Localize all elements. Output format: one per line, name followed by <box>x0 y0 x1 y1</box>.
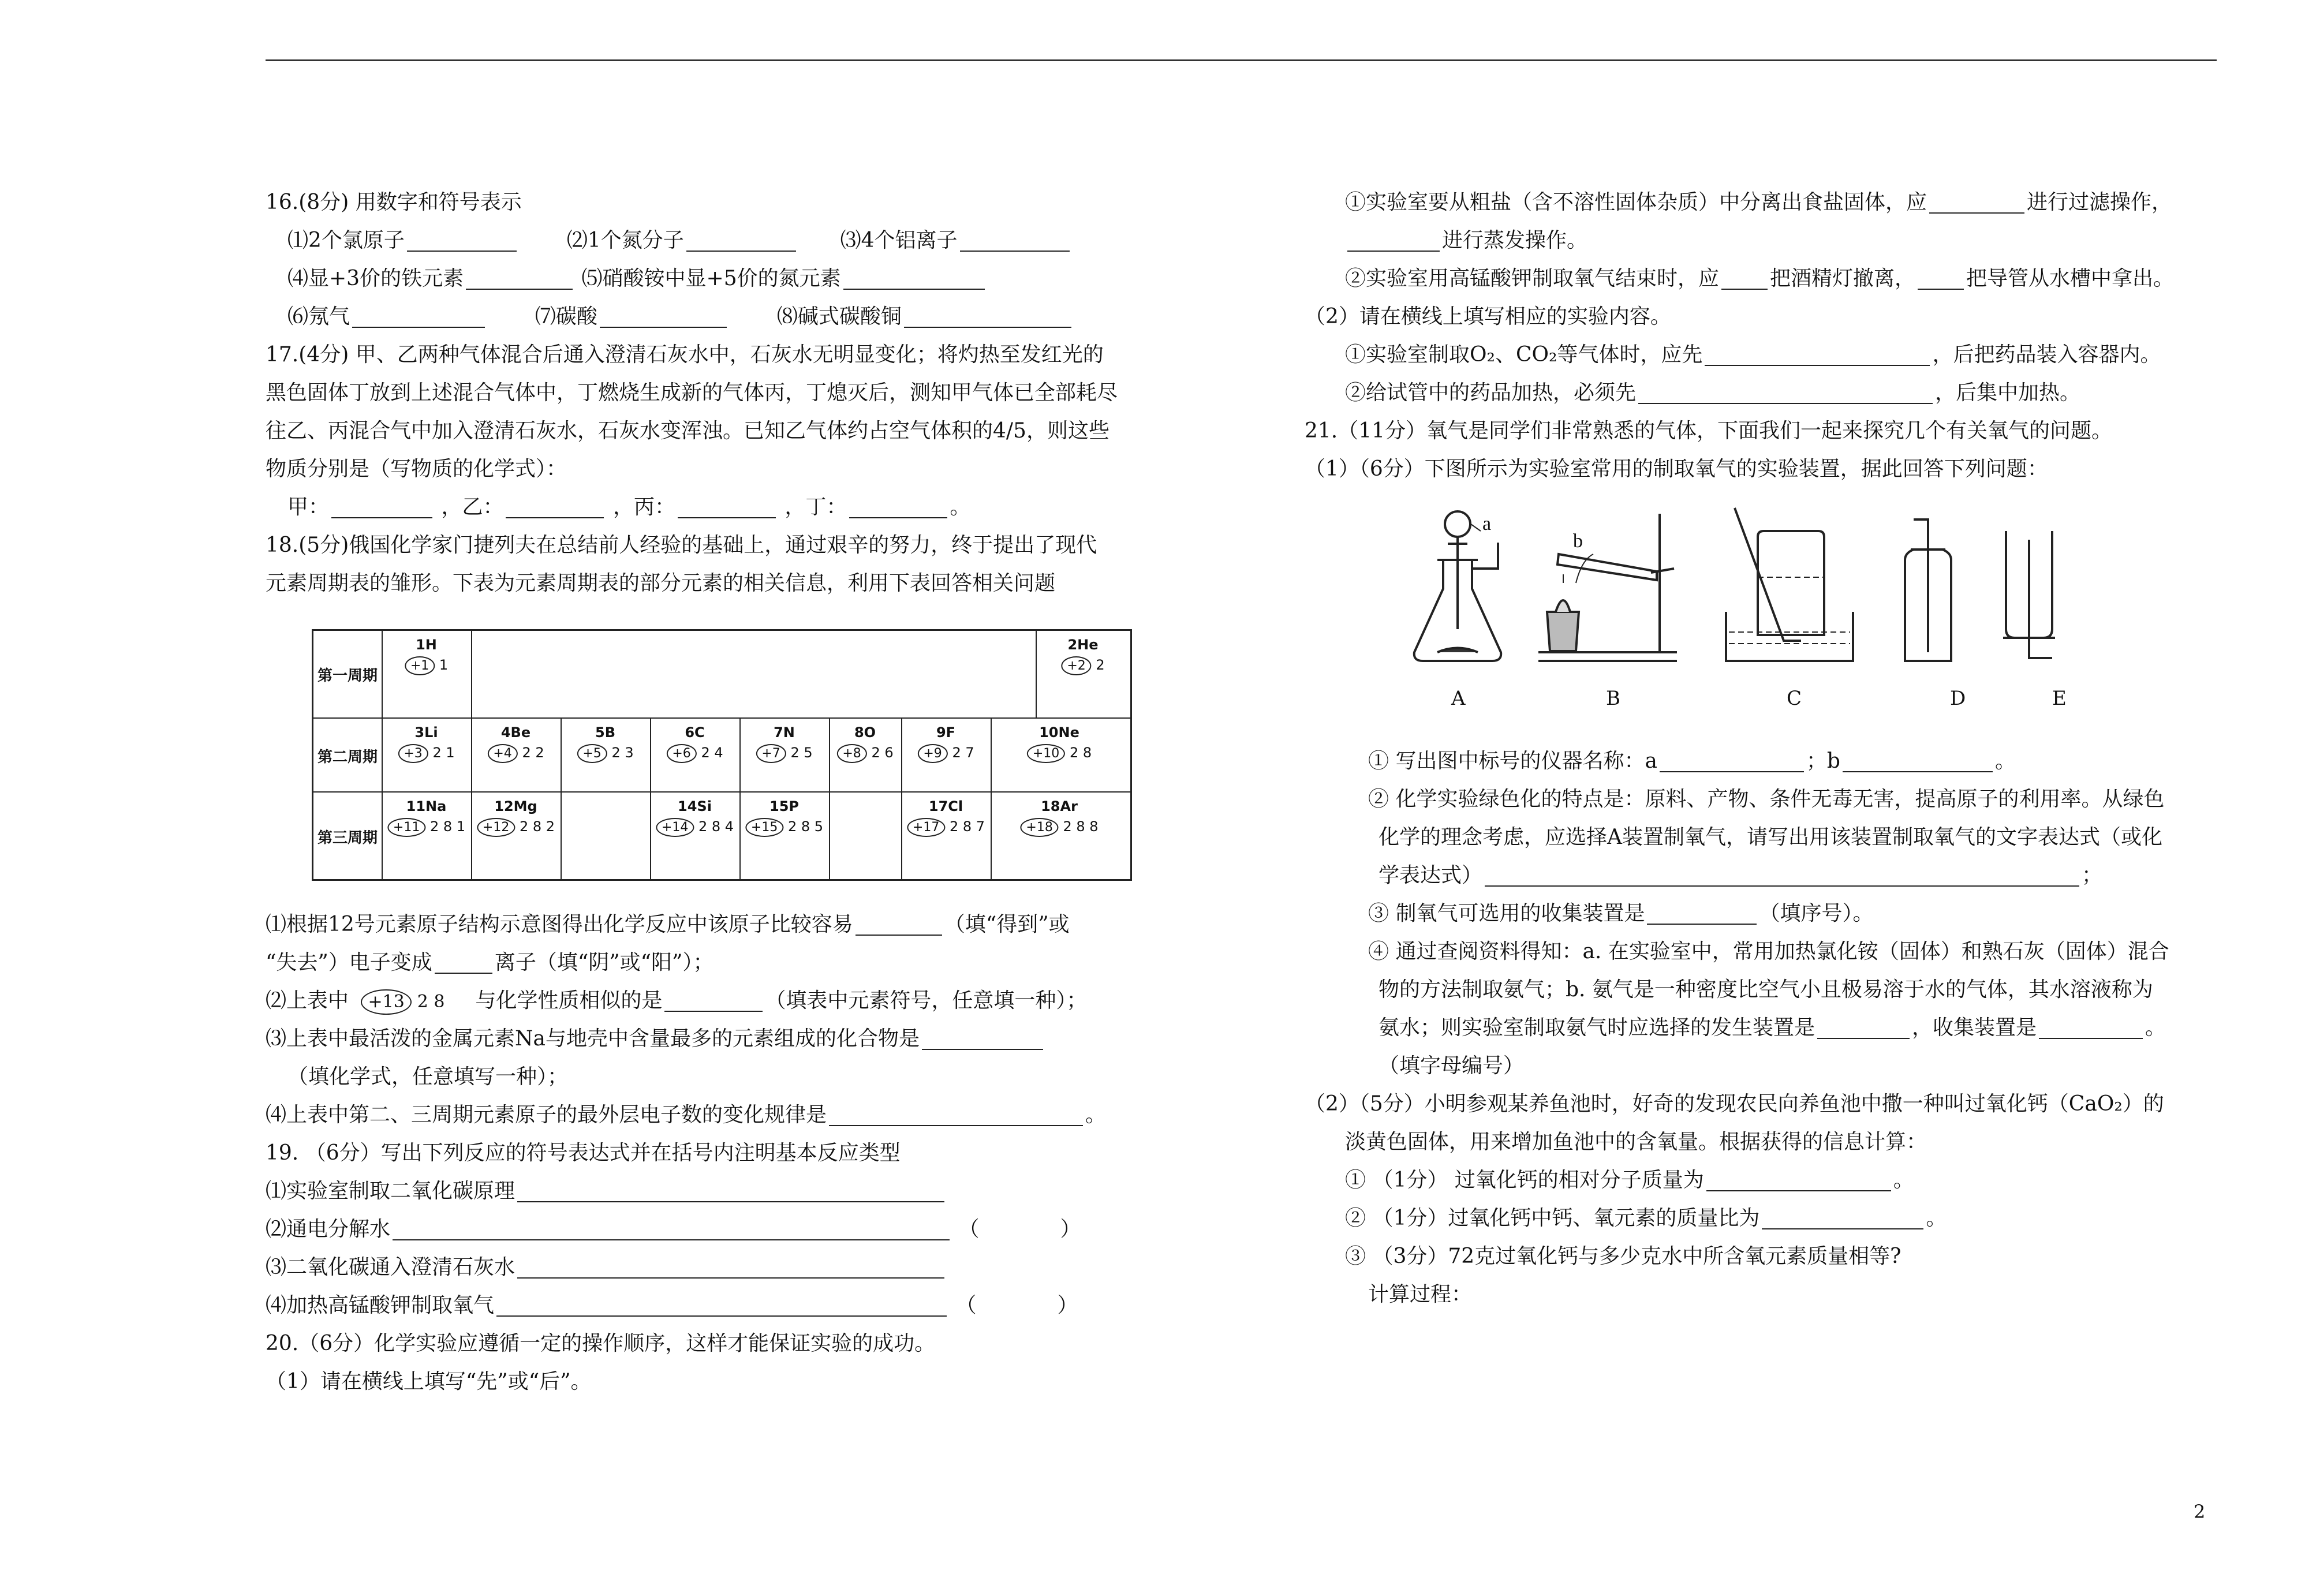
q16-item6: ⑹氖气 <box>287 305 350 328</box>
element-cell <box>382 719 472 793</box>
apparatus-figure <box>1403 496 2130 716</box>
element-symbol: 5B <box>595 724 615 741</box>
q20-title: 20.（6分）化学实验应遵循一定的操作顺序，这样才能保证实验的成功。 <box>266 1332 936 1355</box>
q18-b-line: ⑵上表中 +13 2 8 与化学性质相似的是 （填表中元素符号，任意填一种）； <box>266 982 1189 1020</box>
q21-p2-line1: ② 化学实验绿色化的特点是：原料、产物、条件无毒无害，提高原子的利用率。从绿色 <box>1368 787 2165 811</box>
apparatus-mark-a: a <box>1482 513 1492 535</box>
apparatus-drawing <box>1403 496 2130 687</box>
answer-blank[interactable] <box>829 1102 1083 1126</box>
q18-a-line2: “失去”）电子变成 离子（填“阴”或“阳”）； <box>266 951 714 974</box>
q21-sub1: （1）（6分）下图所示为实验室常用的制取氧气的实验装置，据此回答下列问题： <box>1305 457 2048 481</box>
answer-blank[interactable] <box>1843 748 1993 772</box>
answer-blank[interactable] <box>1347 227 1440 252</box>
answer-blank[interactable] <box>1705 342 1930 366</box>
atom-structure-nucleus: +13 <box>361 989 411 1015</box>
electron-shells: 2 <box>1096 657 1105 673</box>
element-cell <box>829 719 902 793</box>
q20-d-line: ②给试管中的药品加热，必须先 ，后集中加热。 <box>1345 381 2081 405</box>
element-cell <box>901 719 992 793</box>
element-cell <box>650 793 741 880</box>
q21-p4-line4: （填字母编号） <box>1378 1054 1525 1078</box>
nucleus: +1 <box>405 656 435 675</box>
nucleus: +17 <box>907 818 945 837</box>
q16-item4: ⑷显+3价的铁元素 <box>287 267 464 290</box>
q21-s4: 计算过程： <box>1368 1283 1473 1306</box>
period-label: 第三周期 <box>313 793 383 880</box>
element-symbol: 14Si <box>678 798 712 814</box>
electron-shells: 2 6 <box>871 745 894 761</box>
answer-blank[interactable] <box>435 950 492 974</box>
nucleus: +3 <box>398 744 428 763</box>
q18-line1: 18.(5分)俄国化学家门捷列夫在总结前人经验的基础上，通过艰辛的努力，终于提出了现代 <box>266 533 1097 557</box>
page-number: 2 <box>2194 1501 2206 1523</box>
electron-shells: 1 <box>439 657 449 673</box>
q20-sub2: （2）请在横线上填写相应的实验内容。 <box>1305 305 1671 328</box>
answer-blank[interactable] <box>855 911 942 936</box>
nucleus: +18 <box>1020 818 1058 837</box>
electron-shells: 2 8 2 <box>520 818 555 835</box>
answer-blank[interactable] <box>1918 266 1964 290</box>
nucleus: +4 <box>487 744 517 763</box>
nucleus: +5 <box>577 744 607 763</box>
element-cell <box>991 793 1128 880</box>
electron-shells: 2 2 <box>522 745 544 761</box>
element-cell <box>561 719 651 793</box>
answer-blank[interactable] <box>1762 1205 1923 1229</box>
period-label: 第一周期 <box>313 631 383 717</box>
element-cell-empty <box>829 793 902 880</box>
periodic-table <box>312 629 1132 881</box>
q21-p1: ① 写出图中标号的仪器名称：a ；b 。 <box>1368 749 2016 773</box>
electron-shells: 2 8 8 <box>1063 818 1099 835</box>
element-symbol: 3Li <box>414 724 438 741</box>
answer-blank[interactable] <box>960 227 1070 252</box>
answer-blank[interactable] <box>331 494 432 518</box>
period-row-1 <box>313 631 1130 717</box>
answer-blank[interactable] <box>407 227 517 252</box>
q16-item2: ⑵1个氮分子 <box>566 229 684 252</box>
q20-b-line: ②实验室用高锰酸钾制取氧气结束时，应 把酒精灯撤离， 把导管从水槽中拿出。 <box>1345 267 2175 290</box>
q18-d-line: ⑷上表中第二、三周期元素原子的最外层电子数的变化规律是 。 <box>266 1103 1107 1127</box>
answer-blank[interactable] <box>904 304 1071 328</box>
apparatus-c-water-trough <box>1726 508 1853 661</box>
q20-c-line: ①实验室制取O₂、CO₂等气体时，应先 ，后把药品装入容器内。 <box>1345 343 2161 367</box>
q19-item4: ⑷加热高锰酸钾制取氧气 （ ） <box>266 1294 1078 1317</box>
nucleus: +2 <box>1061 656 1091 675</box>
q16-title: 16.(8分) 用数字和符号表示 <box>266 190 522 214</box>
electron-shells: 2 7 <box>952 745 974 761</box>
atom-structure-shells: 2 8 <box>417 992 445 1012</box>
answer-blank[interactable] <box>517 1178 944 1202</box>
answer-blank[interactable] <box>678 494 776 518</box>
q20-a-line2: 进行蒸发操作。 <box>1305 222 2217 260</box>
answer-blank[interactable] <box>2039 1015 2143 1039</box>
q21-s1: ① （1分） 过氧化钙的相对分子质量为 。 <box>1345 1168 1914 1192</box>
apparatus-mark-b: b <box>1573 530 1583 552</box>
q17-answers: 甲： ，乙： ，丙： ，丁： 。 <box>287 495 971 519</box>
q16-item3: ⑶4个铝离子 <box>840 229 958 252</box>
q16-row1 <box>266 222 1189 260</box>
answer-blank[interactable] <box>517 1254 944 1279</box>
answer-blank[interactable] <box>393 1216 950 1240</box>
nucleus: +9 <box>917 744 947 763</box>
answer-blank[interactable] <box>1485 862 2079 887</box>
q18-c-line1: ⑶上表中最活泼的金属元素Na与地壳中含量最多的元素组成的化合物是 <box>266 1020 1189 1058</box>
q21-s3: ③ （3分）72克过氧化钙与多少克水中所含氧元素质量相等? <box>1345 1244 1901 1268</box>
answer-blank[interactable] <box>506 494 604 518</box>
q17-line1: 17.(4分) 甲、乙两种气体混合后通入澄清石灰水中，石灰水无明显变化；将灼热至发红光的 <box>266 343 1104 367</box>
nucleus: +8 <box>836 744 866 763</box>
answer-blank[interactable] <box>600 304 727 328</box>
header-rule <box>266 59 2217 61</box>
nucleus: +14 <box>656 818 694 837</box>
q17-line2: 黑色固体丁放到上述混合气体中，丁燃烧生成新的气体丙，丁熄灭后，测知甲气体已全部耗尽 <box>266 381 1118 405</box>
q21-p4-line3: 氨水；则实验室制取氨气时应选择的发生装置是 ，收集装置是 。 <box>1378 1016 2166 1040</box>
q21-sub2-line1: （2）（5分）小明参观某养鱼池时，好奇的发现农民向养鱼池中撒一种叫过氧化钙（CaO₂）的 <box>1305 1092 2164 1116</box>
q21-sub2-line2: 淡黄色固体，用来增加鱼池中的含氧量。根据获得的信息计算： <box>1345 1130 1927 1154</box>
electron-shells: 2 4 <box>701 745 723 761</box>
nucleus: +7 <box>756 744 786 763</box>
q20-sub1: （1）请在横线上填写“先”或“后”。 <box>266 1370 592 1393</box>
element-symbol: 17Cl <box>928 798 963 814</box>
apparatus-e-inverted-jar <box>2003 531 2055 658</box>
q17-line4: 物质分别是（写物质的化学式）： <box>266 457 567 481</box>
answer-blank[interactable] <box>1706 1167 1891 1191</box>
element-symbol: 8O <box>854 724 876 741</box>
q19-item1: ⑴实验室制取二氧化碳原理 <box>266 1172 1189 1210</box>
right-column <box>1305 184 2217 1314</box>
element-symbol: 2He <box>1067 637 1099 653</box>
electron-shells: 2 5 <box>790 745 813 761</box>
q21-p3: ③ 制氧气可选用的收集装置是 （填序号）。 <box>1368 902 1874 925</box>
q18-c-line2: （填化学式，任意填写一种）； <box>287 1065 569 1089</box>
answer-blank[interactable] <box>922 1026 1043 1050</box>
q21-p2-line2: 化学的理念考虑，应选择A装置制氧气，请写出用该装置制取氧气的文字表达式（或化 <box>1378 825 2162 849</box>
electron-shells: 2 8 4 <box>698 818 734 835</box>
element-symbol: 12Mg <box>494 798 537 814</box>
element-symbol: 7N <box>774 724 795 741</box>
apparatus-b-heating-setup <box>1538 514 1677 661</box>
answer-blank[interactable] <box>1647 900 1757 925</box>
q16-item7: ⑺碳酸 <box>535 305 597 328</box>
answer-blank[interactable] <box>466 266 573 290</box>
element-symbol: 4Be <box>500 724 531 741</box>
element-cell <box>471 719 562 793</box>
electron-shells: 2 8 7 <box>950 818 985 835</box>
q19-item2: ⑵通电分解水 （ ） <box>266 1217 1081 1241</box>
nucleus: +6 <box>666 744 696 763</box>
element-symbol: 10Ne <box>1039 724 1079 741</box>
q18-a-line1: ⑴根据12号元素原子结构示意图得出化学反应中该原子比较容易 （填“得到”或 <box>266 913 1070 936</box>
apparatus-label-d: D <box>1950 687 1966 710</box>
element-cell <box>739 793 830 880</box>
electron-shells: 2 8 <box>1069 745 1092 761</box>
nucleus: +15 <box>745 818 783 837</box>
element-symbol: 1H <box>416 637 437 653</box>
q17-bing-label: ，丙： <box>612 495 675 519</box>
q21-p2-line3: 学表达式） ； <box>1378 864 2103 887</box>
q21-p4-line2: 物的方法制取氨气；b. 氨气是一种密度比空气小且极易溶于水的气体，其水溶液称为 <box>1378 978 2153 1001</box>
answer-blank[interactable] <box>1638 380 1933 404</box>
q21-title: 21.（11分）氧气是同学们非常熟悉的气体，下面我们一起来探究几个有关氧气的问题。 <box>1305 419 2113 443</box>
element-cell <box>901 793 992 880</box>
q17-ding-label: ，丁： <box>784 495 847 519</box>
period-row-2 <box>313 717 1130 793</box>
electron-shells: 2 8 5 <box>788 818 824 835</box>
electron-shells: 2 8 1 <box>430 818 466 835</box>
q16-row2 <box>266 260 1189 298</box>
answer-blank[interactable] <box>843 266 985 290</box>
apparatus-label-b: B <box>1606 687 1620 710</box>
nucleus: +12 <box>477 818 515 837</box>
apparatus-label-a: A <box>1451 687 1466 710</box>
answer-blank[interactable] <box>1817 1015 1910 1039</box>
element-symbol: 15P <box>769 798 799 814</box>
element-cell-empty <box>561 793 651 880</box>
element-cell <box>382 793 472 880</box>
element-symbol: 11Na <box>406 798 447 814</box>
q16-item1: ⑴2个氯原子 <box>287 229 405 252</box>
q17-yi-label: ，乙： <box>441 495 504 519</box>
q20-a-line1: ①实验室要从粗盐（含不溶性固体杂质）中分离出食盐固体，应 进行过滤操作， <box>1345 190 2173 214</box>
answer-blank[interactable] <box>1660 748 1804 772</box>
apparatus-d-gas-jar <box>1905 519 1951 661</box>
answer-blank[interactable] <box>1929 189 2024 214</box>
element-cell <box>471 793 562 880</box>
q17-jia-label: 甲： <box>287 495 330 519</box>
answer-blank[interactable] <box>686 227 796 252</box>
answer-blank[interactable] <box>496 1292 947 1317</box>
answer-blank[interactable] <box>1721 266 1768 290</box>
q16-row3 <box>266 298 1189 336</box>
period-row-3 <box>313 791 1130 880</box>
nucleus: +10 <box>1027 744 1065 763</box>
element-cell <box>739 719 830 793</box>
q21-s2: ② （1分）过氧化钙中钙、氧元素的质量比为 。 <box>1345 1206 1947 1230</box>
apparatus-label-e: E <box>2052 687 2067 710</box>
apparatus-label-c: C <box>1787 687 1802 710</box>
element-cell <box>991 719 1128 793</box>
electron-shells: 2 3 <box>611 745 634 761</box>
q16-item5: ⑸硝酸铵中显+5价的氮元素 <box>581 267 841 290</box>
answer-blank[interactable] <box>664 988 763 1012</box>
nucleus: +11 <box>387 818 425 837</box>
electron-shells: 2 1 <box>432 745 455 761</box>
q18-line2: 元素周期表的雏形。下表为元素周期表的部分元素的相关信息，利用下表回答相关问题 <box>266 571 1056 595</box>
element-cell-h <box>382 631 472 717</box>
q21-p4-line1: ④ 通过查阅资料得知：a. 在实验室中，常用加热氯化铵（固体）和熟石灰（固体）混合 <box>1368 940 2169 963</box>
q17-line3: 往乙、丙混合气中加入澄清石灰水，石灰水变浑浊。已知乙气体约占空气体积的4/5，则这些 <box>266 419 1109 443</box>
period-label: 第二周期 <box>313 719 383 793</box>
q19-title: 19. （6分）写出下列反应的符号表达式并在括号内注明基本反应类型 <box>266 1141 901 1165</box>
element-symbol: 6C <box>685 724 705 741</box>
answer-blank[interactable] <box>849 494 947 518</box>
element-cell <box>650 719 741 793</box>
answer-blank[interactable] <box>352 304 485 328</box>
element-symbol: 18Ar <box>1041 798 1078 814</box>
element-cell-he <box>1036 631 1129 717</box>
q19-item3: ⑶二氧化碳通入澄清石灰水 <box>266 1249 1189 1287</box>
q16-item8: ⑻碱式碳酸铜 <box>776 305 902 328</box>
element-symbol: 9F <box>936 724 956 741</box>
